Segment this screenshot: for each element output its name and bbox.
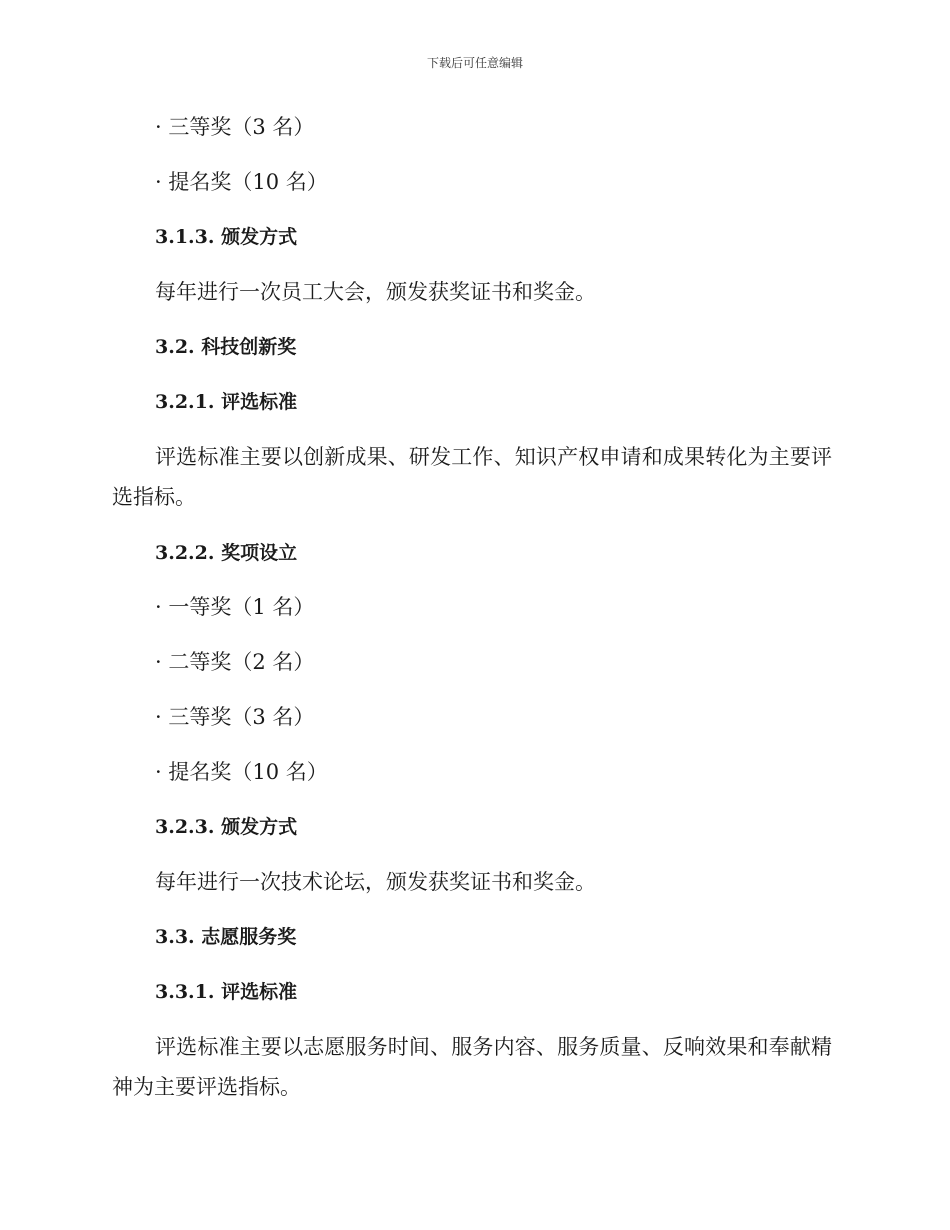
list-item-nomination-prize-2: · 提名奖（10 名）: [155, 760, 328, 784]
heading-3-1-3: 3.1.3. 颁发方式: [155, 226, 298, 248]
heading-3-2-1: 3.2.1. 评选标准: [155, 391, 298, 413]
heading-3-2-3: 3.2.3. 颁发方式: [155, 816, 298, 838]
list-item-third-prize-2: · 三等奖（3 名）: [155, 705, 315, 729]
list-item-nomination-prize: · 提名奖（10 名）: [155, 170, 328, 194]
list-item-second-prize: · 二等奖（2 名）: [155, 650, 315, 674]
page-header: 下载后可任意编辑: [426, 56, 523, 70]
list-item-first-prize: · 一等奖（1 名）: [155, 595, 315, 619]
paragraph-3-1-3: 每年进行一次员工大会，颁发获奖证书和奖金。: [155, 280, 596, 304]
paragraph-3-2-3: 每年进行一次技术论坛，颁发获奖证书和奖金。: [155, 870, 596, 894]
heading-3-3-1: 3.3.1. 评选标准: [155, 981, 298, 1003]
heading-3-2-2: 3.2.2. 奖项设立: [155, 542, 298, 564]
paragraph-3-2-1: 评选标准主要以创新成果、研发工作、知识产权申请和成果转化为主要评选指标。: [112, 445, 832, 509]
heading-3-3: 3.3. 志愿服务奖: [155, 926, 297, 948]
heading-3-2: 3.2. 科技创新奖: [155, 336, 297, 358]
paragraph-3-3-1: 评选标准主要以志愿服务时间、服务内容、服务质量、反响效果和奉献精神为主要评选指标。: [112, 1035, 832, 1099]
list-item-third-prize: · 三等奖（3 名）: [155, 115, 315, 139]
